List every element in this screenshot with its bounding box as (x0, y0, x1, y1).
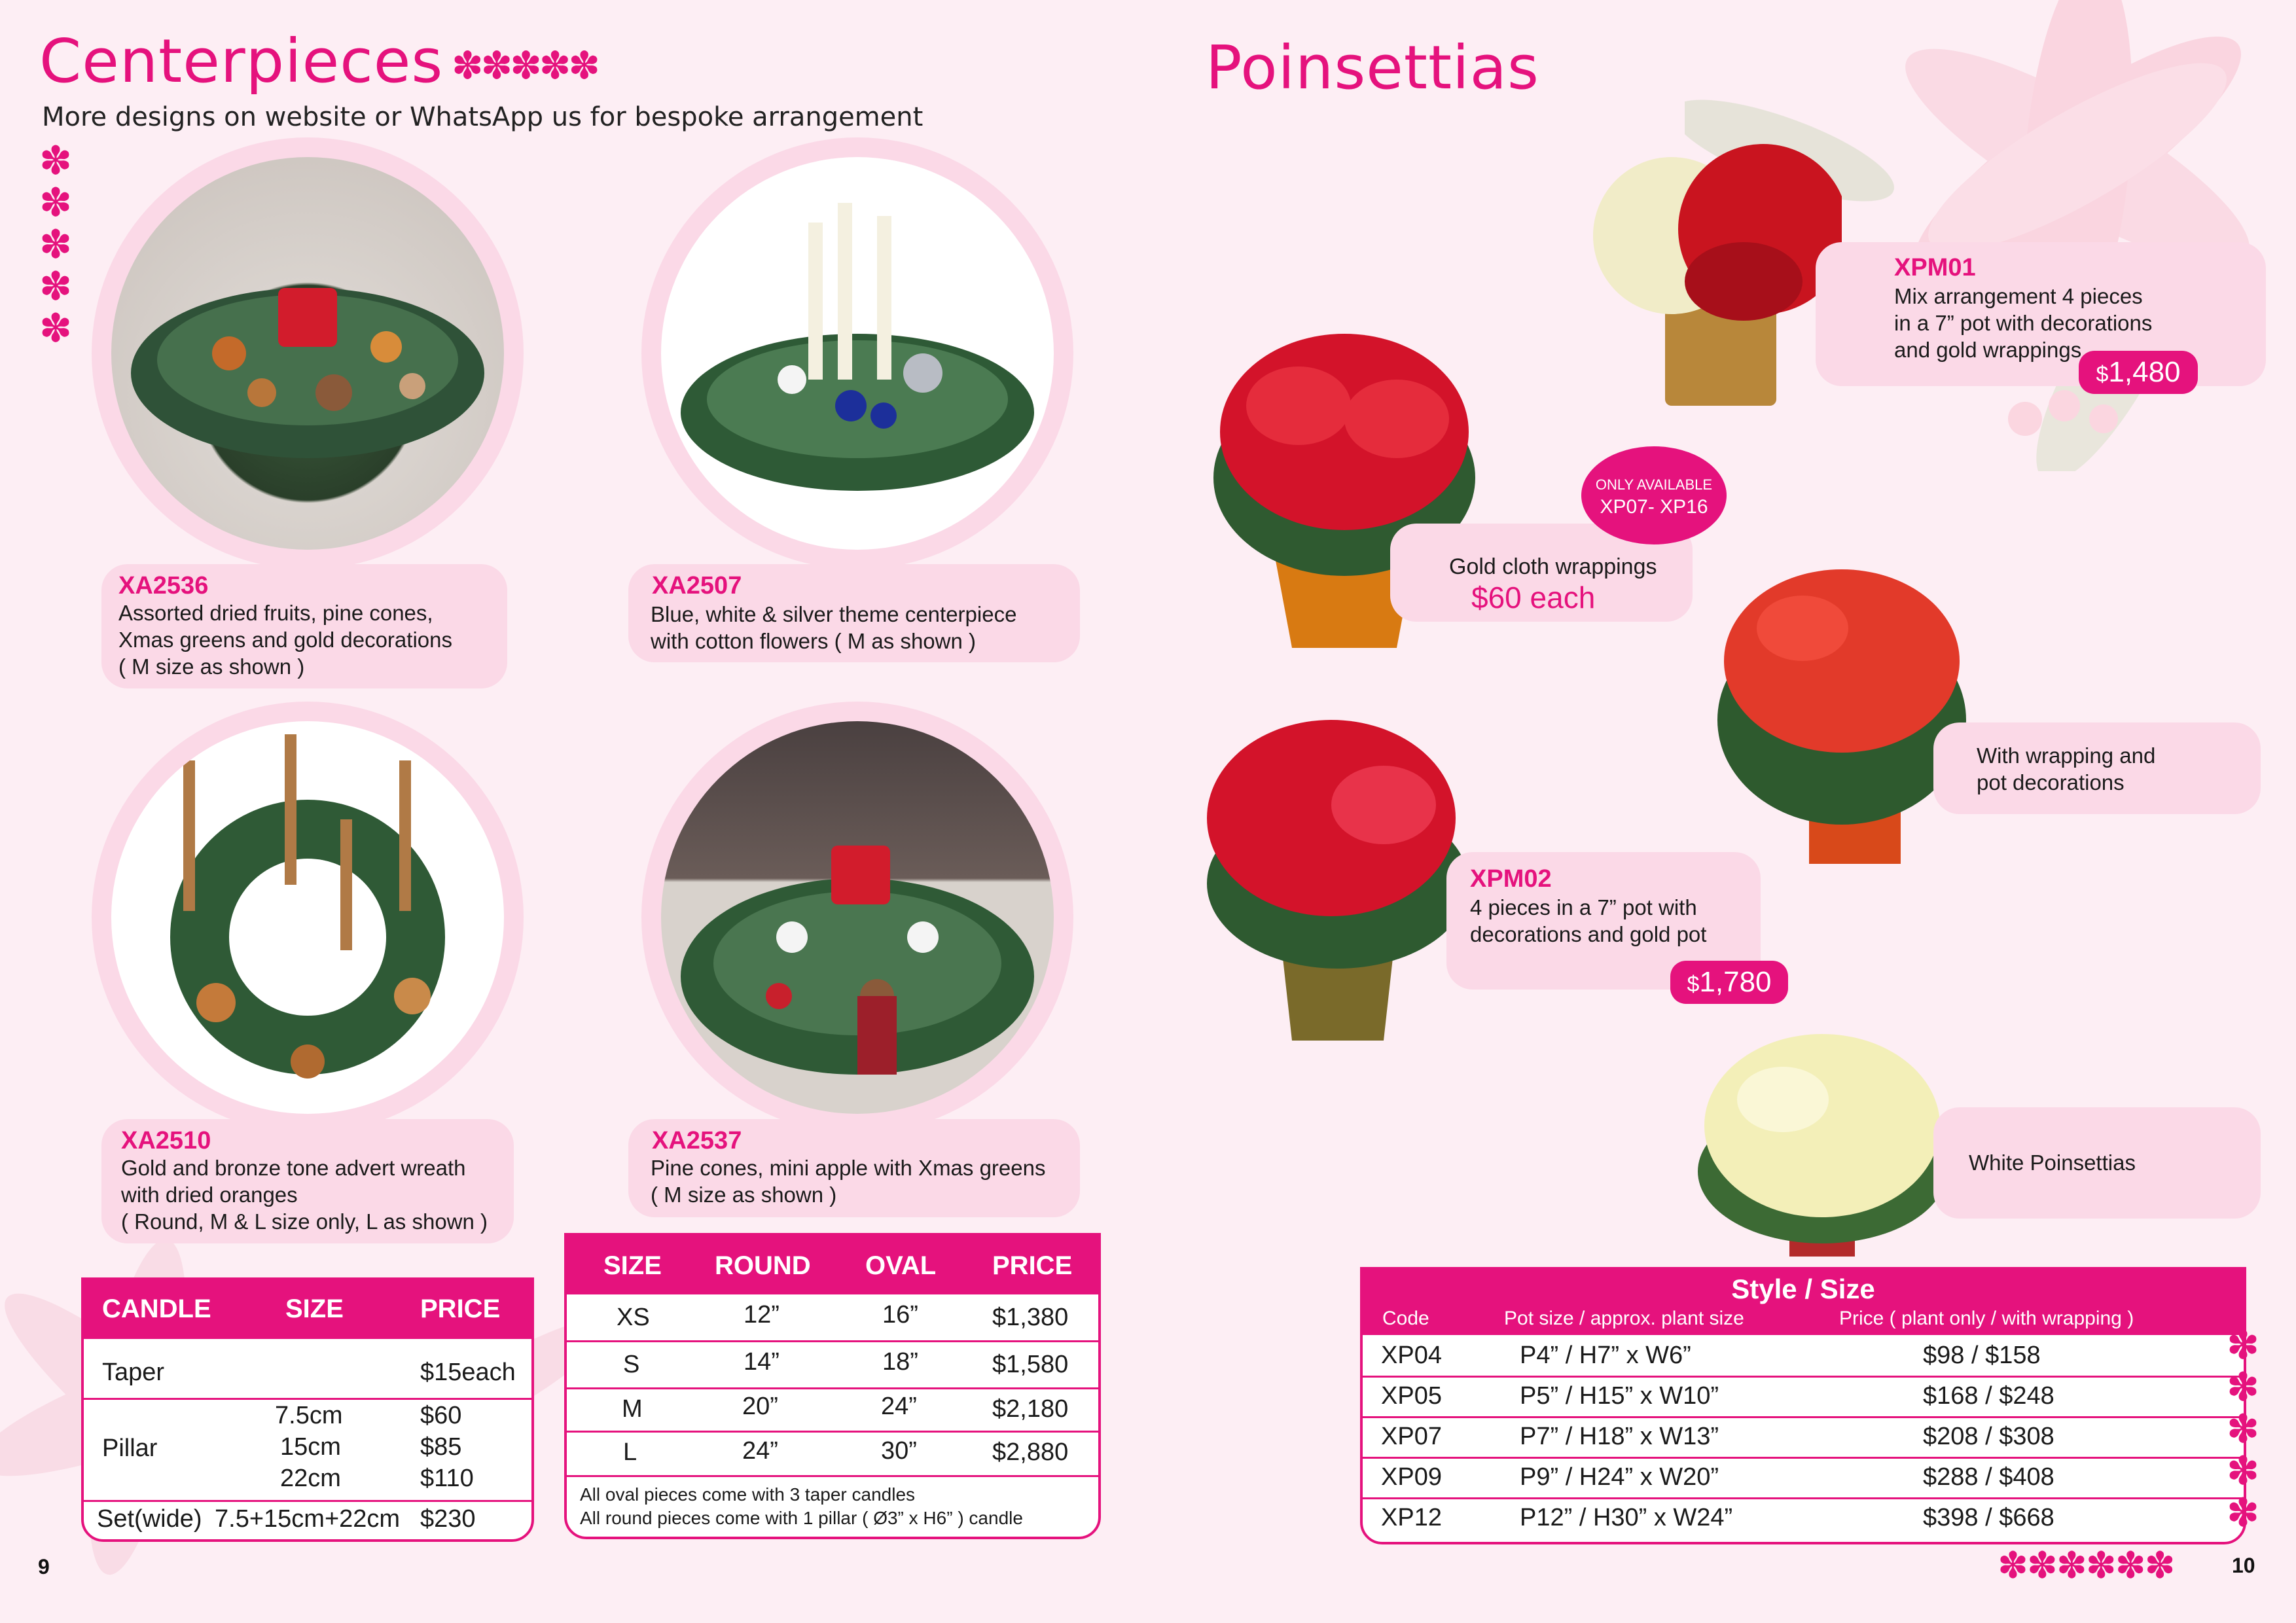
product-card-xpm01 (1816, 242, 2266, 386)
table-header (567, 1236, 1098, 1294)
header-code: Code (1382, 1308, 1429, 1329)
size-cell: P4” / H7” x W6” (1520, 1342, 1691, 1369)
set-price: $230 (420, 1505, 476, 1533)
flower-icons-row: ✽✽✽✽✽ (452, 43, 598, 88)
row-l-oval: 30” (881, 1437, 917, 1465)
product-photo-xa2510 (92, 702, 524, 1133)
product-description: Gold and bronze tone advert wreath with dried oranges ( Round, M & L size only, L as shown ) (121, 1156, 488, 1234)
header-round: ROUND (715, 1251, 811, 1280)
centerpiece-illustration (111, 157, 504, 550)
product-card-xa2507 (628, 564, 1080, 662)
header-size: SIZE (603, 1251, 662, 1280)
product-code: XA2536 (118, 572, 209, 599)
flower-icons-row: ✽✽✽✽✽✽ (1998, 1544, 2174, 1587)
product-card-xa2537 (628, 1119, 1080, 1217)
product-code: XA2507 (652, 572, 742, 599)
table-divider (1363, 1416, 2244, 1418)
price-cell: $208 / $308 (1923, 1423, 2054, 1450)
row-s-size: S (623, 1351, 640, 1378)
page-number: 9 (38, 1555, 50, 1578)
product-code: XPM01 (1894, 254, 1976, 281)
white-poinsettia-label: White Poinsettias (1969, 1150, 2136, 1175)
table-header (84, 1280, 531, 1339)
row-xs-round: 12” (744, 1301, 780, 1329)
header-candle: CANDLE (102, 1294, 211, 1323)
price-badge-xpm02: $1,780 (1670, 961, 1788, 1004)
row-s-oval: 18” (882, 1348, 918, 1376)
pillar-price-2: $85 (420, 1433, 462, 1461)
table-note: All oval pieces come with 3 taper candles All round pieces come with 1 pillar ( Ø3” x H6” ) candle (580, 1484, 1023, 1528)
header-price: PRICE (420, 1294, 501, 1323)
red-poinsettia-wrapped-photo (1711, 550, 1986, 877)
gold-cloth-price: $60 each (1471, 580, 1596, 615)
product-card-xa2536 (101, 564, 507, 688)
product-description: Assorted dried fruits, pine cones, Xmas greens and gold decorations ( M size as shown ) (118, 601, 452, 679)
centerpiece-illustration (661, 157, 1054, 550)
product-photo-xa2536 (92, 137, 524, 569)
row-l-price: $2,880 (992, 1438, 1069, 1466)
wreath-illustration (111, 721, 504, 1114)
row-l-round: 24” (742, 1437, 778, 1465)
taper-label: Taper (102, 1359, 165, 1386)
code-cell: XP12 (1381, 1504, 1442, 1531)
size-cell: P5” / H15” x W10” (1520, 1382, 1719, 1410)
set-label: Set(wide) (97, 1505, 202, 1533)
with-wrapping-label: With wrapping and pot decorations (1977, 743, 2156, 794)
gold-cloth-label: Gold cloth wrappings (1449, 554, 1657, 579)
code-cell: XP05 (1381, 1382, 1442, 1410)
size-cell: P7” / H18” x W13” (1520, 1423, 1719, 1450)
row-s-round: 14” (744, 1348, 780, 1376)
size-cell: P12” / H30” x W24” (1520, 1504, 1733, 1531)
header-oval: OVAL (865, 1251, 937, 1280)
product-card-xa2510 (101, 1119, 514, 1243)
header-price: PRICE (992, 1251, 1073, 1280)
pillar-price-1: $60 (420, 1402, 462, 1429)
product-card-with-wrapping (1933, 722, 2261, 814)
table-divider (567, 1475, 1098, 1477)
row-xs-oval: 16” (882, 1301, 918, 1329)
row-xs-price: $1,380 (992, 1304, 1069, 1331)
pillar-size-3: 22cm (280, 1465, 341, 1492)
product-photo-xa2537 (641, 702, 1073, 1133)
xpm02-poinsettia-photo (1200, 707, 1475, 1054)
price-cell: $98 / $158 (1923, 1342, 2041, 1369)
code-cell: XP07 (1381, 1423, 1442, 1450)
row-xs-size: XS (617, 1304, 650, 1331)
table-divider (1363, 1457, 2244, 1459)
row-m-oval: 24” (881, 1393, 917, 1420)
pillar-size-2: 15cm (280, 1433, 341, 1461)
code-cell: XP09 (1381, 1463, 1442, 1491)
table-divider (567, 1340, 1098, 1342)
row-m-price: $2,180 (992, 1395, 1069, 1423)
price-badge-xpm01: $1,480 (2079, 351, 2198, 394)
right-page (1148, 0, 2296, 1623)
table-divider (567, 1387, 1098, 1389)
size-price-table (564, 1233, 1101, 1539)
product-code: XA2537 (652, 1127, 742, 1154)
set-size: 7.5+15cm+22cm (215, 1505, 401, 1533)
mixed-poinsettia-photo (1593, 137, 1842, 412)
flower-icons-column: ✽ ✽ ✽ ✽ ✽ (39, 138, 73, 351)
table-header (1363, 1270, 2244, 1335)
product-description: 4 pieces in a 7” pot with decorations and gold pot (1470, 895, 1707, 946)
row-m-size: M (622, 1395, 643, 1423)
product-description: Pine cones, mini apple with Xmas greens ( M size as shown ) (651, 1156, 1046, 1207)
header-size: SIZE (285, 1294, 344, 1323)
white-poinsettia-photo (1691, 1014, 1953, 1263)
product-card-white (1933, 1107, 2261, 1219)
pillar-size-1: 7.5cm (275, 1402, 343, 1429)
row-m-round: 20” (742, 1393, 778, 1420)
table-divider (1363, 1497, 2244, 1499)
availability-badge: ONLY AVAILABLE XP07- XP16 (1581, 446, 1727, 544)
candle-price-table (81, 1277, 534, 1542)
centerpiece-illustration (661, 721, 1054, 1114)
code-cell: XP04 (1381, 1342, 1442, 1369)
table-divider (84, 1398, 531, 1400)
page-title: Poinsettias (1206, 33, 1539, 103)
product-description: Mix arrangement 4 pieces in a 7” pot with decorations and gold wrappings (1894, 284, 2153, 362)
pillar-price-3: $110 (420, 1465, 474, 1492)
page-subtitle: More designs on website or WhatsApp us for bespoke arrangement (42, 102, 924, 132)
taper-price: $15each (420, 1359, 516, 1386)
price-cell: $168 / $248 (1923, 1382, 2054, 1410)
table-divider (567, 1431, 1098, 1433)
product-photo-xa2507 (641, 137, 1073, 569)
size-cell: P9” / H24” x W20” (1520, 1463, 1719, 1491)
product-description: Blue, white & silver theme centerpiece with cotton flowers ( M as shown ) (651, 602, 1017, 653)
product-code: XPM02 (1470, 865, 1552, 893)
flower-icons-column: ✽ ✽ ✽ ✽ ✽ (2226, 1323, 2260, 1536)
page-number: 10 (2232, 1554, 2255, 1577)
product-code: XA2510 (121, 1127, 211, 1154)
table-title: Style / Size (1731, 1274, 1875, 1304)
pillar-label: Pillar (102, 1435, 158, 1462)
style-size-table (1360, 1267, 2246, 1544)
price-cell: $398 / $668 (1923, 1504, 2054, 1531)
table-divider (84, 1500, 531, 1502)
header-pot-size: Pot size / approx. plant size (1504, 1308, 1744, 1329)
row-l-size: L (623, 1438, 637, 1466)
header-price: Price ( plant only / with wrapping ) (1839, 1308, 2134, 1329)
price-cell: $288 / $408 (1923, 1463, 2054, 1491)
row-s-price: $1,580 (992, 1351, 1069, 1378)
page-title: Centerpieces (39, 26, 444, 96)
table-divider (1363, 1376, 2244, 1378)
